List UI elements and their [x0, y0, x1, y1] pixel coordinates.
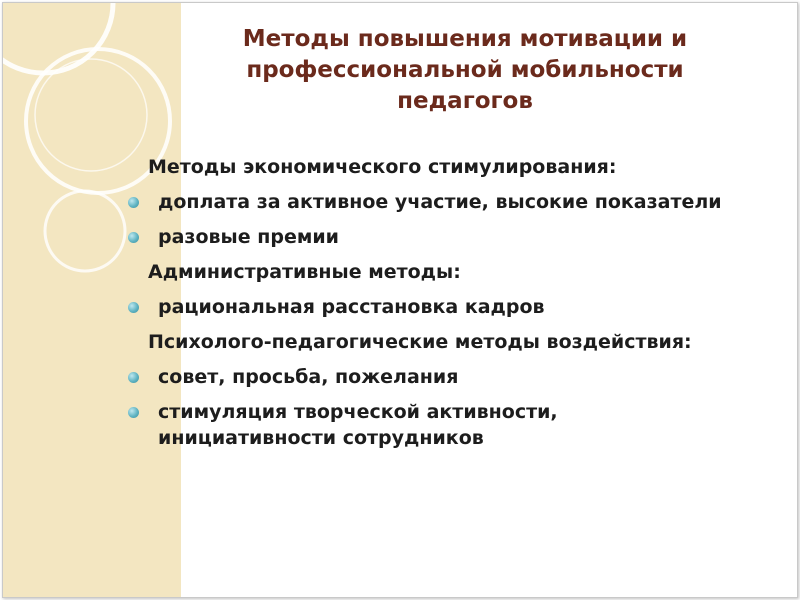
list-item-text: разовые премии	[158, 226, 339, 248]
slide-title: Методы повышения мотивации и профессиональной мобильности педагогов	[242, 26, 688, 114]
section-heading-text: Административные методы:	[148, 261, 461, 283]
bullet-icon	[128, 372, 139, 383]
list-item	[128, 364, 728, 390]
list-item-text: доплата за активное участие, высокие показатели	[158, 191, 722, 213]
section-heading-administrative	[128, 259, 728, 285]
list-item	[128, 399, 728, 451]
bullet-icon	[128, 232, 139, 243]
list-item-text: стимуляция творческой активности, инициативности сотрудников	[158, 401, 558, 449]
bullet-icon	[128, 302, 139, 313]
section-heading-psychological	[128, 329, 728, 355]
bullet-icon	[128, 197, 139, 208]
list-item-text: совет, просьба, пожелания	[158, 366, 459, 388]
list-item-text: рациональная расстановка кадров	[158, 296, 545, 318]
content-list	[128, 154, 728, 460]
list-item	[128, 294, 728, 320]
list-item	[128, 224, 728, 250]
bullet-icon	[128, 407, 139, 418]
section-heading-text: Методы экономического стимулирования:	[148, 156, 617, 178]
section-heading-text: Психолого-педагогические методы воздействия:	[148, 331, 692, 353]
section-heading-economic	[128, 154, 728, 180]
list-item	[128, 189, 728, 215]
